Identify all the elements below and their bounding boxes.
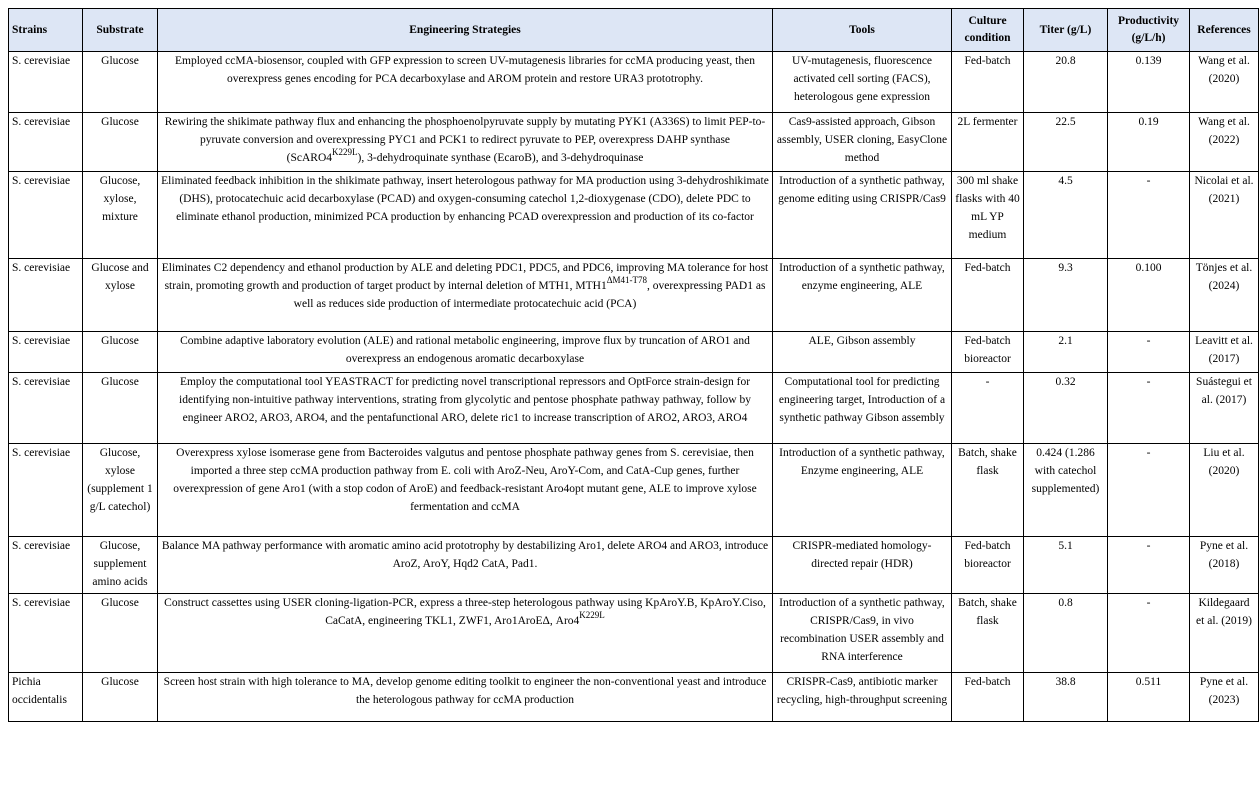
substrate-cell: Glucose, xylose, mixture <box>83 172 158 259</box>
productivity-cell: - <box>1108 444 1190 537</box>
strain-cell: S. cerevisiae <box>9 259 83 332</box>
substrate-cell: Glucose <box>83 52 158 113</box>
substrate-cell: Glucose <box>83 594 158 673</box>
header-substrate: Substrate <box>83 9 158 52</box>
strategy-cell <box>158 594 773 673</box>
titer-cell: 22.5 <box>1024 113 1108 172</box>
table-row <box>9 52 1259 113</box>
tools-cell: Introduction of a synthetic pathway, enzyme engineering, ALE <box>773 259 952 332</box>
culture-cell: Fed-batch bioreactor <box>952 332 1024 373</box>
reference-cell: Kildegaard et al. (2019) <box>1190 594 1259 673</box>
tools-cell: UV-mutagenesis, fluorescence activated cell sorting (FACS), heterologous gene expression <box>773 52 952 113</box>
strain-cell: S. cerevisiae <box>9 594 83 673</box>
substrate-cell: Glucose <box>83 673 158 722</box>
titer-cell: 4.5 <box>1024 172 1108 259</box>
table-row <box>9 172 1259 259</box>
strategy-text: Construct cassettes using USER cloning-ligation-PCR, express a three-step heterologous pathway using KpAroY.B, KpAroY.Ciso, CaCatA, engineering TKL1, ZWF1, Aro1AroEΔ, Aro4 <box>164 597 766 627</box>
productivity-cell: - <box>1108 373 1190 444</box>
header-strategies: Engineering Strategies <box>158 9 773 52</box>
culture-cell: Fed-batch bioreactor <box>952 537 1024 594</box>
table-row <box>9 444 1259 537</box>
titer-cell: 38.8 <box>1024 673 1108 722</box>
productivity-cell: 0.100 <box>1108 259 1190 332</box>
substrate-cell: Glucose <box>83 113 158 172</box>
strategy-cell: Combine adaptive laboratory evolution (ALE) and rational metabolic engineering, improve flux by truncation of ARO1 and overexpress an endogenous aromatic decarboxylase <box>158 332 773 373</box>
culture-cell: Batch, shake flask <box>952 444 1024 537</box>
productivity-cell: - <box>1108 537 1190 594</box>
table-row <box>9 259 1259 332</box>
reference-cell: Leavitt et al. (2017) <box>1190 332 1259 373</box>
reference-cell: Liu et al. (2020) <box>1190 444 1259 537</box>
culture-cell: Batch, shake flask <box>952 594 1024 673</box>
strain-cell: S. cerevisiae <box>9 332 83 373</box>
titer-cell: 20.8 <box>1024 52 1108 113</box>
substrate-cell: Glucose <box>83 373 158 444</box>
strain-cell: S. cerevisiae <box>9 52 83 113</box>
reference-cell: Pyne et al. (2023) <box>1190 673 1259 722</box>
strain-cell: S. cerevisiae <box>9 172 83 259</box>
strategy-cell <box>158 113 773 172</box>
substrate-cell: Glucose <box>83 332 158 373</box>
productivity-cell: 0.19 <box>1108 113 1190 172</box>
strategy-text: Eliminates C2 dependency and ethanol production by ALE and deleting PDC1, PDC5, and PDC6, improving MA tolerance for host strain, promoting growth and production of target product by internal deletion of MTH1, MTH1 <box>161 262 769 292</box>
superscript: K229L <box>579 610 605 620</box>
engineering-strategies-table <box>8 8 1259 722</box>
strategy-cell: Overexpress xylose isomerase gene from Bacteroides valgutus and pentose phosphate pathway genes from S. cerevisiae, then imported a three step ccMA production pathway from E. coli with AroZ-Neu, AroY-Com, and CatA-Cup genes, further overexpression of gene Aro1 (with a stop codon of AroE) and feedback-resistant Aro4opt mutant gene, ALE to improve xylose fermentation and ccMA <box>158 444 773 537</box>
titer-cell: 0.8 <box>1024 594 1108 673</box>
productivity-cell: - <box>1108 332 1190 373</box>
tools-cell: Introduction of a synthetic pathway, Enzyme engineering, ALE <box>773 444 952 537</box>
tools-cell: CRISPR-mediated homology-directed repair (HDR) <box>773 537 952 594</box>
strain-cell: S. cerevisiae <box>9 113 83 172</box>
substrate-cell: Glucose, supplement amino acids <box>83 537 158 594</box>
strategy-cell: Employ the computational tool YEASTRACT for predicting novel transcriptional repressors and OptForce strain-design for identifying non-intuitive pathway interventions, strating from glycolytic and pentose phosphate pathway pathway, follow by engineer ARO2, ARO3, ARO4, and the pentafunctional ARO, delete ric1 to increase transcription of ARO2, ARO3, ARO4 <box>158 373 773 444</box>
table-row <box>9 537 1259 594</box>
strategy-cell <box>158 259 773 332</box>
table-row <box>9 373 1259 444</box>
reference-cell: Wang et al. (2022) <box>1190 113 1259 172</box>
strain-cell: S. cerevisiae <box>9 373 83 444</box>
reference-cell: Tönjes et al. (2024) <box>1190 259 1259 332</box>
header-row <box>9 9 1259 52</box>
culture-cell: 300 ml shake flasks with 40 mL YP medium <box>952 172 1024 259</box>
table-row <box>9 594 1259 673</box>
productivity-cell: 0.139 <box>1108 52 1190 113</box>
reference-cell: Suástegui et al. (2017) <box>1190 373 1259 444</box>
reference-cell: Nicolai et al. (2021) <box>1190 172 1259 259</box>
strategy-text: ), 3-dehydroquinate synthase (EcaroB), and 3-dehydroquinase <box>357 152 644 164</box>
reference-cell: Pyne et al. (2018) <box>1190 537 1259 594</box>
culture-cell: Fed-batch <box>952 52 1024 113</box>
header-references: References <box>1190 9 1259 52</box>
table-row <box>9 113 1259 172</box>
strain-cell: Pichia occidentalis <box>9 673 83 722</box>
header-productivity: Productivity (g/L/h) <box>1108 9 1190 52</box>
culture-cell: Fed-batch <box>952 259 1024 332</box>
strategy-cell: Balance MA pathway performance with aromatic amino acid prototrophy by destabilizing Aro1, delete ARO4 and ARO3, introduce AroZ, AroY, Hqd2 CatA, Pad1. <box>158 537 773 594</box>
tools-cell: CRISPR-Cas9, antibiotic marker recycling, high-throughput screening <box>773 673 952 722</box>
substrate-cell: Glucose, xylose (supplement 1 g/L catechol) <box>83 444 158 537</box>
strategy-cell: Screen host strain with high tolerance to MA, develop genome editing toolkit to engineer the non-conventional yeast and introduce the heterologous pathway for ccMA production <box>158 673 773 722</box>
strain-cell: S. cerevisiae <box>9 537 83 594</box>
table-row <box>9 673 1259 722</box>
culture-cell: Fed-batch <box>952 673 1024 722</box>
strategy-cell: Eliminated feedback inhibition in the shikimate pathway, insert heterologous pathway for MA production using 3-dehydroshikimate (DHS), protocatechuic acid decarboxylase (PCAD) and oxygen-consuming catechol 1,2-dioxygenase (CDO), delete PDC to eliminate ethanol production, minimized PCA production by enhancing PCAD overexpression and production of its co-factor <box>158 172 773 259</box>
reference-cell: Wang et al. (2020) <box>1190 52 1259 113</box>
tools-cell: Cas9-assisted approach, Gibson assembly, USER cloning, EasyClone method <box>773 113 952 172</box>
strategy-text: , overexpressing PAD1 as well as reduces side production of intermediate protocatechuic acid (PCA) <box>293 280 766 310</box>
tools-cell: Introduction of a synthetic pathway, genome editing using CRISPR/Cas9 <box>773 172 952 259</box>
tools-cell: Computational tool for predicting engineering target, Introduction of a synthetic pathway Gibson assembly <box>773 373 952 444</box>
productivity-cell: - <box>1108 172 1190 259</box>
tools-cell: ALE, Gibson assembly <box>773 332 952 373</box>
superscript: ΔM41-T78 <box>606 275 648 285</box>
titer-cell: 0.32 <box>1024 373 1108 444</box>
culture-cell: - <box>952 373 1024 444</box>
titer-cell: 5.1 <box>1024 537 1108 594</box>
strategy-text: Rewiring the shikimate pathway flux and enhancing the phosphoenolpyruvate supply by mutating PYK1 (A336S) to limit PEP-to-pyruvate conversion and overexpressing PYC1 and PCK1 to redirect pyruvate to PEP, overexpress DAHP synthase (ScARO4 <box>164 116 766 164</box>
titer-cell: 0.424 (1.286 with catechol supplemented) <box>1024 444 1108 537</box>
tools-cell: Introduction of a synthetic pathway, CRISPR/Cas9, in vivo recombination USER assembly and RNA interference <box>773 594 952 673</box>
header-culture: Culture condition <box>952 9 1024 52</box>
culture-cell: 2L fermenter <box>952 113 1024 172</box>
superscript: K229L <box>332 147 358 157</box>
substrate-cell: Glucose and xylose <box>83 259 158 332</box>
strain-cell: S. cerevisiae <box>9 444 83 537</box>
titer-cell: 2.1 <box>1024 332 1108 373</box>
header-titer: Titer (g/L) <box>1024 9 1108 52</box>
strategy-cell: Employed ccMA-biosensor, coupled with GFP expression to screen UV-mutagenesis libraries for ccMA producing yeast, then overexpress genes encoding for PCA decarboxylase and AROM protein and restore URA3 prototrophy. <box>158 52 773 113</box>
productivity-cell: - <box>1108 594 1190 673</box>
titer-cell: 9.3 <box>1024 259 1108 332</box>
productivity-cell: 0.511 <box>1108 673 1190 722</box>
header-strains: Strains <box>9 9 83 52</box>
header-tools: Tools <box>773 9 952 52</box>
table-row <box>9 332 1259 373</box>
